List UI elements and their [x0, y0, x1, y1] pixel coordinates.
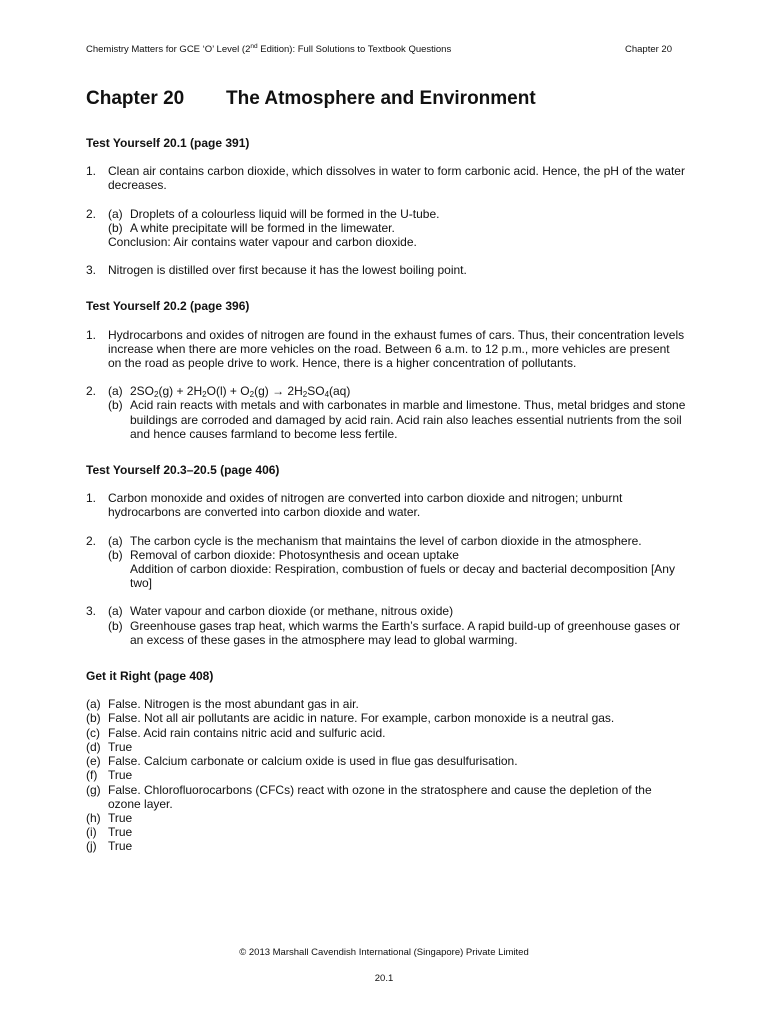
- list-item: (a) False. Nitrogen is the most abundant gas in air.: [86, 697, 359, 712]
- section-test-yourself-20-3-20-5: [86, 463, 686, 647]
- sub-label: (a): [108, 384, 123, 399]
- sub-answer: [108, 534, 686, 548]
- question-item: [86, 328, 686, 371]
- book-title: Chemistry Matters for GCE ‘O’ Level (2nd Edition): Full Solutions to Textbook Questions: [86, 43, 452, 55]
- sub-label: (a): [108, 604, 123, 619]
- conclusion-text: Conclusion: Air contains water vapour and carbon dioxide.: [108, 235, 417, 250]
- answer-text: Hydrocarbons and oxides of nitrogen are found in the exhaust fumes of cars. Thus, their concentration levels increase when there are more vehicles on the road. Between 6 a.m. to 12 p.m., more vehicles are present on the road as people drive to work. Hence, there is a higher concentration of pollutants.: [108, 327, 685, 371]
- chapter-number: Chapter 20: [86, 88, 185, 109]
- list-item: (e) False. Calcium carbonate or calcium oxide is used in flue gas desulfurisation.: [86, 754, 518, 769]
- sub-answer: [108, 548, 686, 591]
- list-item: (b) False. Not all air pollutants are acidic in nature. For example, carbon monoxide is a neutral gas.: [86, 711, 615, 726]
- chapter-title: [86, 88, 536, 110]
- question-item: [86, 164, 686, 192]
- list-item: (c) False. Acid rain contains nitric acid and sulfuric acid.: [86, 725, 386, 740]
- question-item: [86, 207, 686, 250]
- sub-answer: [108, 398, 686, 441]
- question-number: 2.: [86, 206, 97, 221]
- sub-answer-text: Removal of carbon dioxide: Photosynthesis and ocean uptake: [130, 547, 459, 562]
- list-item: (g) False. Chlorofluorocarbons (CFCs) react with ozone in the stratosphere and cause the depletion of the ozone layer.: [86, 782, 652, 811]
- sub-label: (a): [108, 533, 123, 548]
- question-item: [86, 604, 686, 647]
- chemical-equation: $2SO_2(g) + 2H_2O(l) + O_2(g) \to 2H_2SO_4(aq)$: [130, 384, 351, 400]
- sub-answer-text: Droplets of a colourless liquid will be formed in the U-tube.: [130, 206, 440, 221]
- sub-answer-text: Greenhouse gases trap heat, which warms the Earth’s surface. A rapid build-up of greenhouse gases or an excess of these gases in the atmosphere may lead to global warming.: [130, 618, 681, 647]
- page-number: 20.1: [374, 973, 394, 984]
- section-get-it-right: [86, 669, 686, 853]
- section-heading: Test Yourself 20.3–20.5 (page 406): [86, 463, 280, 478]
- question-number: 1.: [86, 164, 97, 179]
- sub-answer-text: Water vapour and carbon dioxide (or methane, nitrous oxide): [130, 604, 454, 619]
- question-item: [86, 263, 686, 277]
- sub-answer: [108, 207, 686, 221]
- list-item: (j) True: [86, 839, 133, 854]
- header-chapter: Chapter 20: [624, 44, 672, 55]
- list-item: (f) True: [86, 768, 133, 783]
- section-heading: Test Yourself 20.1 (page 391): [86, 136, 250, 150]
- question-number: 2.: [86, 384, 97, 399]
- sub-answer: [108, 619, 686, 647]
- question-number: 1.: [86, 491, 97, 506]
- question-number: 3.: [86, 604, 97, 619]
- section-test-yourself-20-2: [86, 299, 686, 441]
- question-number: 3.: [86, 263, 97, 278]
- sub-answer-text: A white precipitate will be formed in the limewater.: [130, 220, 395, 235]
- answer-text: Nitrogen is distilled over first because it has the lowest boiling point.: [108, 263, 467, 278]
- sub-answer: [108, 221, 686, 235]
- chapter-name: The Atmosphere and Environment: [226, 88, 536, 109]
- copyright-footer: © 2013 Marshall Cavendish International (Singapore) Private Limited: [239, 947, 529, 958]
- page-content: [86, 136, 686, 876]
- section-test-yourself-20-1: [86, 136, 686, 277]
- section-heading: Test Yourself 20.2 (page 396): [86, 299, 250, 314]
- question-number: 1.: [86, 327, 97, 342]
- true-false-list: [86, 697, 686, 853]
- question-item: [86, 534, 686, 591]
- question-item: [86, 384, 686, 441]
- list-item: (d) True: [86, 739, 133, 754]
- sub-answer-text: Acid rain reacts with metals and with carbonates in marble and limestone. Thus, metal bridges and stone buildings are corroded and damaged by acid rain. Acid rain also leaches essential nutrients from the soil and hence causes farmland to become less fertile.: [130, 398, 686, 441]
- sub-label: (b): [108, 398, 123, 413]
- sub-label: (a): [108, 206, 123, 221]
- question-item: [86, 491, 686, 519]
- answer-text: Clean air contains carbon dioxide, which dissolves in water to form carbonic acid. Hence, the pH of the water decreases.: [108, 164, 685, 193]
- answer-text: Carbon monoxide and oxides of nitrogen are converted into carbon dioxide and nitrogen; unburnt hydrocarbons are converted into carbon dioxide and water.: [108, 491, 623, 520]
- sub-answer: [108, 384, 686, 398]
- section-heading: Get it Right (page 408): [86, 669, 214, 684]
- question-number: 2.: [86, 533, 97, 548]
- sub-answer-text: Addition of carbon dioxide: Respiration, combustion of fuels or decay and bacterial decomposition [Any two]: [130, 562, 675, 591]
- sub-label: (b): [108, 547, 123, 562]
- sub-label: (b): [108, 618, 123, 633]
- running-header: [86, 44, 672, 55]
- sub-answer-text: The carbon cycle is the mechanism that maintains the level of carbon dioxide in the atmosphere.: [130, 533, 642, 548]
- list-item: (i) True: [86, 825, 133, 840]
- sub-answer: [108, 604, 686, 618]
- list-item: (h) True: [86, 810, 133, 825]
- sub-label: (b): [108, 220, 123, 235]
